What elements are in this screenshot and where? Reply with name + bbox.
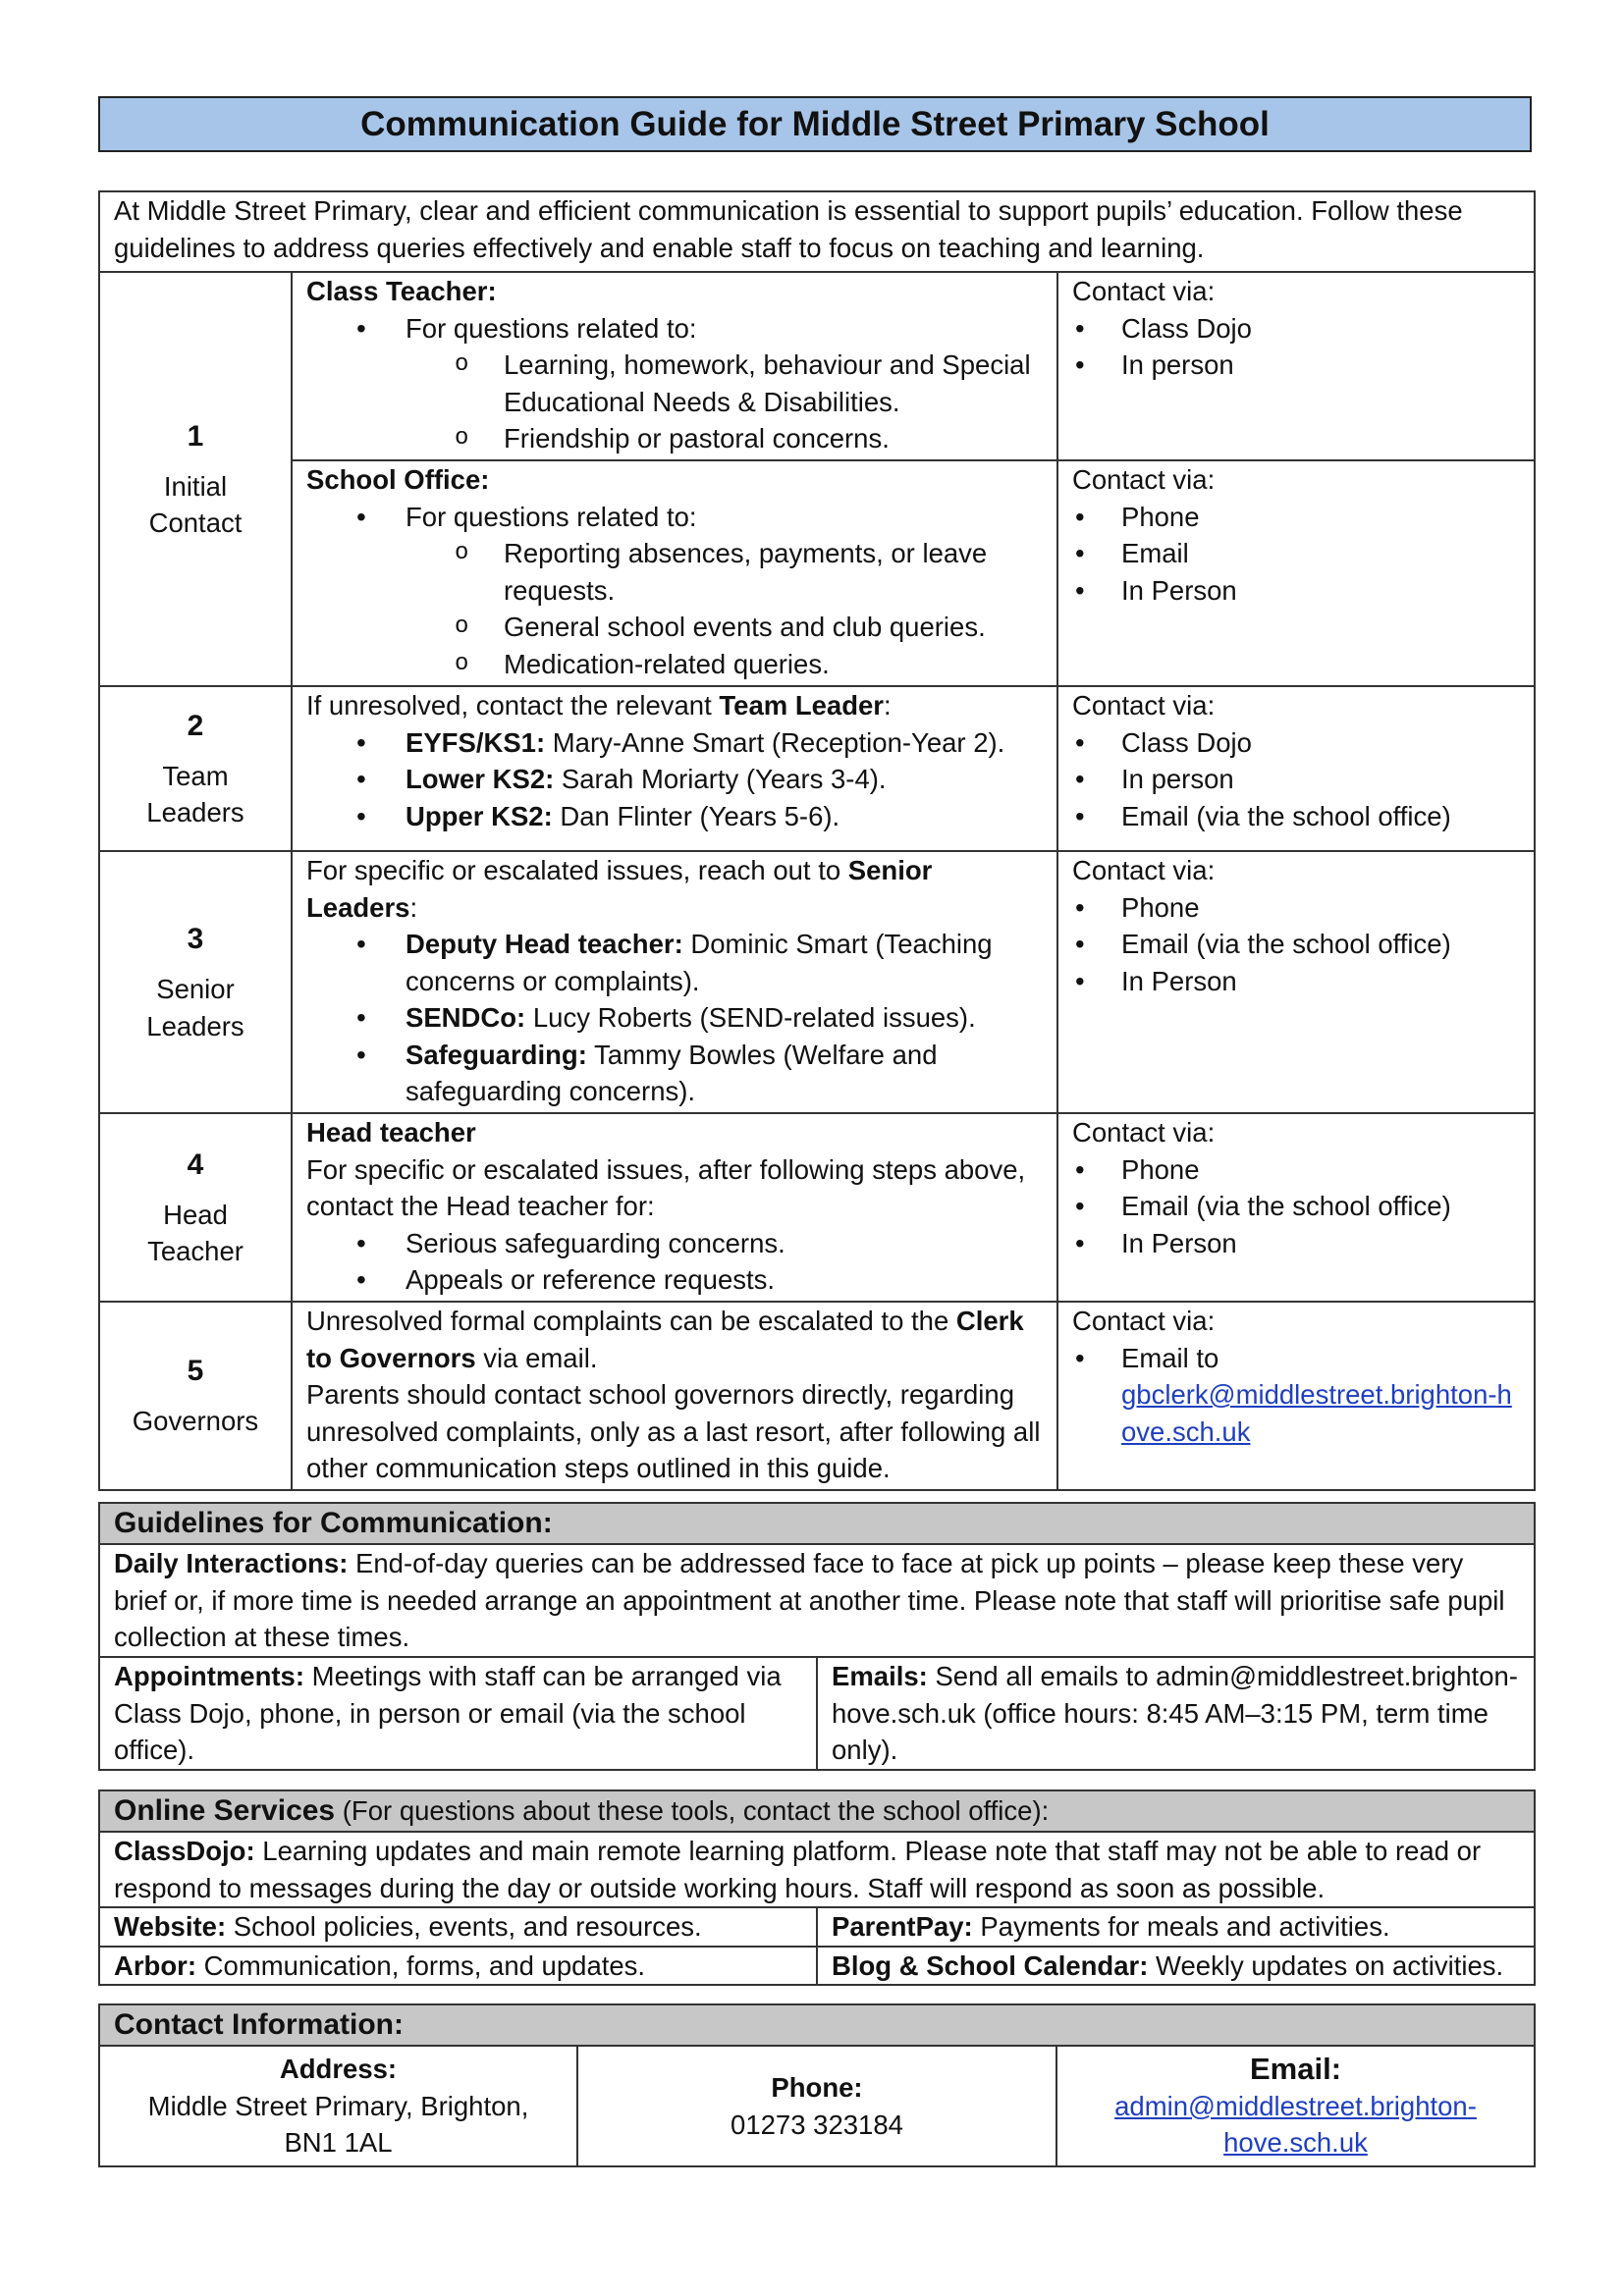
list-item: o Learning, homework, behaviour and Special Educational Needs & Disabilities.: [455, 347, 1043, 420]
email-cell: [1056, 2046, 1535, 2166]
stage-cell: [99, 1302, 292, 1490]
contact-method: • Email (via the school office): [1072, 926, 1520, 963]
senior-leaders-cell: For specific or escalated issues, reach out to Senior Leaders: • Deputy Head teacher: Dominic Smart (Teaching concerns or complaints). • SENDCo: Lucy Roberts (SEND-related issues). • Safeguarding: Tammy Bowles (Welfare and safeguarding concerns).: [292, 851, 1057, 1113]
stage-number: 5: [187, 1355, 204, 1388]
stage-row-1b: [99, 460, 1535, 686]
online-services-heading: Online Services (For questions about these tools, contact the school office):: [99, 1790, 1535, 1832]
head-teacher-heading: Head teacher: [306, 1117, 476, 1148]
contact-method: • Email to gbclerk@middlestreet.brighton-hove.sch.uk: [1072, 1340, 1520, 1451]
emails-cell: Emails: Send all emails to admin@middlestreet.brighton-hove.sch.uk (office hours: 8:45 AM–3:15 PM, term time only).: [817, 1657, 1535, 1770]
stage-label: Team Leaders: [146, 760, 244, 828]
appointments-cell: Appointments: Meetings with staff can be arranged via Class Dojo, phone, in person or email (via the school office).: [99, 1657, 817, 1770]
address-cell: Address: Middle Street Primary, Brighton, BN1 1AL: [99, 2046, 577, 2166]
list-item: • Serious safeguarding concerns.: [356, 1225, 1043, 1262]
list-item: • SENDCo: Lucy Roberts (SEND-related issues).: [356, 999, 1043, 1037]
stage-number: 2: [187, 709, 204, 742]
contact-cell: [1057, 1113, 1535, 1302]
contact-cell: [1057, 851, 1535, 1113]
phone-value: 01273 323184: [731, 2109, 903, 2140]
stage-row-5: [99, 1302, 1535, 1490]
stage-label: Initial Contact: [148, 470, 243, 538]
contact-method: • In Person: [1072, 1225, 1520, 1262]
list-item: • Deputy Head teacher: Dominic Smart (Teaching concerns or complaints).: [356, 926, 1043, 999]
contact-method: • Phone: [1072, 499, 1520, 536]
list-item: • EYFS/KS1: Mary-Anne Smart (Reception-Year 2).: [356, 724, 1043, 762]
intro-text: At Middle Street Primary, clear and efficient communication is essential to support pupils’ education. Follow these guidelines to address queries effectively and enable staff to focus on teaching and learning.: [99, 191, 1535, 272]
admin-email-link[interactable]: admin@middlestreet.brighton-hove.sch.uk: [1114, 2090, 1477, 2159]
list-item: • For questions related to: o Reporting absences, payments, or leave requests. o General school events and club queries. o Medication-related queries.: [356, 499, 1043, 683]
list-item: • Appeals or reference requests.: [356, 1261, 1043, 1299]
guidelines-heading: Guidelines for Communication:: [99, 1503, 1535, 1544]
contact-via-label: Contact via:: [1072, 690, 1216, 721]
contact-cell: [1057, 1302, 1535, 1490]
contact-via-label: Contact via:: [1072, 1306, 1216, 1336]
team-leaders-cell: If unresolved, contact the relevant Team Leader: • EYFS/KS1: Mary-Anne Smart (Reception-Year 2). • Lower KS2: Sarah Moriarty (Years 3-4). • Upper KS2: Dan Flinter (Years 5-6).: [292, 686, 1057, 851]
stage-number: 1: [187, 419, 204, 453]
intro-row: [99, 191, 1535, 272]
stage-cell: [99, 686, 292, 851]
contact-via-label: Contact via:: [1072, 276, 1216, 306]
stage-label: Senior Leaders: [146, 974, 244, 1041]
classdojo-cell: ClassDojo: Learning updates and main remote learning platform. Please note that staff may not be able to read or respond to messages during the day or outside working hours. Staff will respond as soon as possible.: [99, 1832, 1535, 1907]
contact-via-label: Contact via:: [1072, 855, 1216, 885]
escalation-table: [98, 190, 1536, 1491]
arbor-cell: Arbor: Communication, forms, and updates.: [99, 1947, 817, 1986]
list-item: o Reporting absences, payments, or leave requests.: [455, 535, 1043, 609]
list-item: o Friendship or pastoral concerns.: [455, 420, 1043, 457]
stage-cell: [99, 1113, 292, 1302]
list-item: o Medication-related queries.: [455, 646, 1043, 683]
list-item: • For questions related to: o Learning, homework, behaviour and Special Educational Needs & Disabilities. o Friendship or pastoral concerns.: [356, 310, 1043, 457]
guidelines-table: [98, 1502, 1536, 1771]
contact-information-heading: Contact Information:: [99, 2004, 1535, 2046]
class-teacher-cell: [292, 272, 1057, 460]
contact-method: • Class Dojo: [1072, 724, 1520, 762]
contact-cell: [1057, 460, 1535, 686]
daily-interactions-cell: Daily Interactions: End-of-day queries can be addressed face to face at pick up points – please keep these very brief or, if more time is needed arrange an appointment at another time. Please note that staff will prioritise safe pupil collection at these times.: [99, 1544, 1535, 1657]
parentpay-cell: ParentPay: Payments for meals and activities.: [817, 1907, 1535, 1947]
stage-row-4: [99, 1113, 1535, 1302]
website-cell: Website: School policies, events, and resources.: [99, 1907, 817, 1947]
class-teacher-heading: Class Teacher:: [306, 276, 497, 306]
contact-method: • Email (via the school office): [1072, 798, 1520, 835]
head-teacher-cell: Head teacher For specific or escalated issues, after following steps above, contact the Head teacher for: • Serious safeguarding concerns. • Appeals or reference requests.: [292, 1113, 1057, 1302]
list-item: • Safeguarding: Tammy Bowles (Welfare and safeguarding concerns).: [356, 1037, 1043, 1110]
stage-cell: [99, 851, 292, 1113]
stage-number: 4: [187, 1148, 204, 1181]
gbclerk-email-link[interactable]: gbclerk@middlestreet.brighton-hove.sch.uk: [1121, 1379, 1512, 1447]
contact-method: • In person: [1072, 347, 1520, 384]
stage-number: 3: [187, 923, 204, 955]
contact-method: • Email: [1072, 535, 1520, 572]
contact-cell: [1057, 686, 1535, 851]
contact-method: • In Person: [1072, 572, 1520, 610]
phone-cell: [577, 2046, 1056, 2166]
page-title: Communication Guide for Middle Street Primary School: [98, 96, 1532, 152]
online-services-table: [98, 1789, 1536, 1986]
stage-row-2: [99, 686, 1535, 851]
email-label: Email:: [1249, 2052, 1342, 2087]
stage-cell: [99, 272, 292, 686]
contact-via-label: Contact via:: [1072, 464, 1216, 495]
governors-cell: Unresolved formal complaints can be escalated to the Clerk to Governors via email. Parents should contact school governors directly, regarding unresolved complaints, only as a last resort, after following all other communication steps outlined in this guide.: [292, 1302, 1057, 1490]
contact-method: • Phone: [1072, 889, 1520, 927]
stage-row-3: [99, 851, 1535, 1113]
stage-label: Governors: [132, 1406, 259, 1437]
school-office-cell: [292, 460, 1057, 686]
contact-method: • In Person: [1072, 963, 1520, 1000]
contact-cell: [1057, 272, 1535, 460]
phone-label: Phone:: [771, 2072, 863, 2103]
contact-method: • Email (via the school office): [1072, 1188, 1520, 1225]
contact-via-label: Contact via:: [1072, 1117, 1216, 1148]
list-item: • Upper KS2: Dan Flinter (Years 5-6).: [356, 798, 1043, 835]
contact-method: • In person: [1072, 761, 1520, 798]
contact-method: • Class Dojo: [1072, 310, 1520, 347]
stage-row-1: [99, 272, 1535, 460]
address-label: Address:: [279, 2054, 398, 2085]
contact-method: • Phone: [1072, 1151, 1520, 1189]
stage-label: Head Teacher: [147, 1199, 244, 1266]
contact-information-table: [98, 2003, 1536, 2167]
list-item: • Lower KS2: Sarah Moriarty (Years 3-4).: [356, 761, 1043, 798]
blog-calendar-cell: Blog & School Calendar: Weekly updates on activities.: [817, 1947, 1535, 1986]
school-office-heading: School Office:: [306, 464, 490, 495]
list-item: o General school events and club queries.: [455, 609, 1043, 646]
